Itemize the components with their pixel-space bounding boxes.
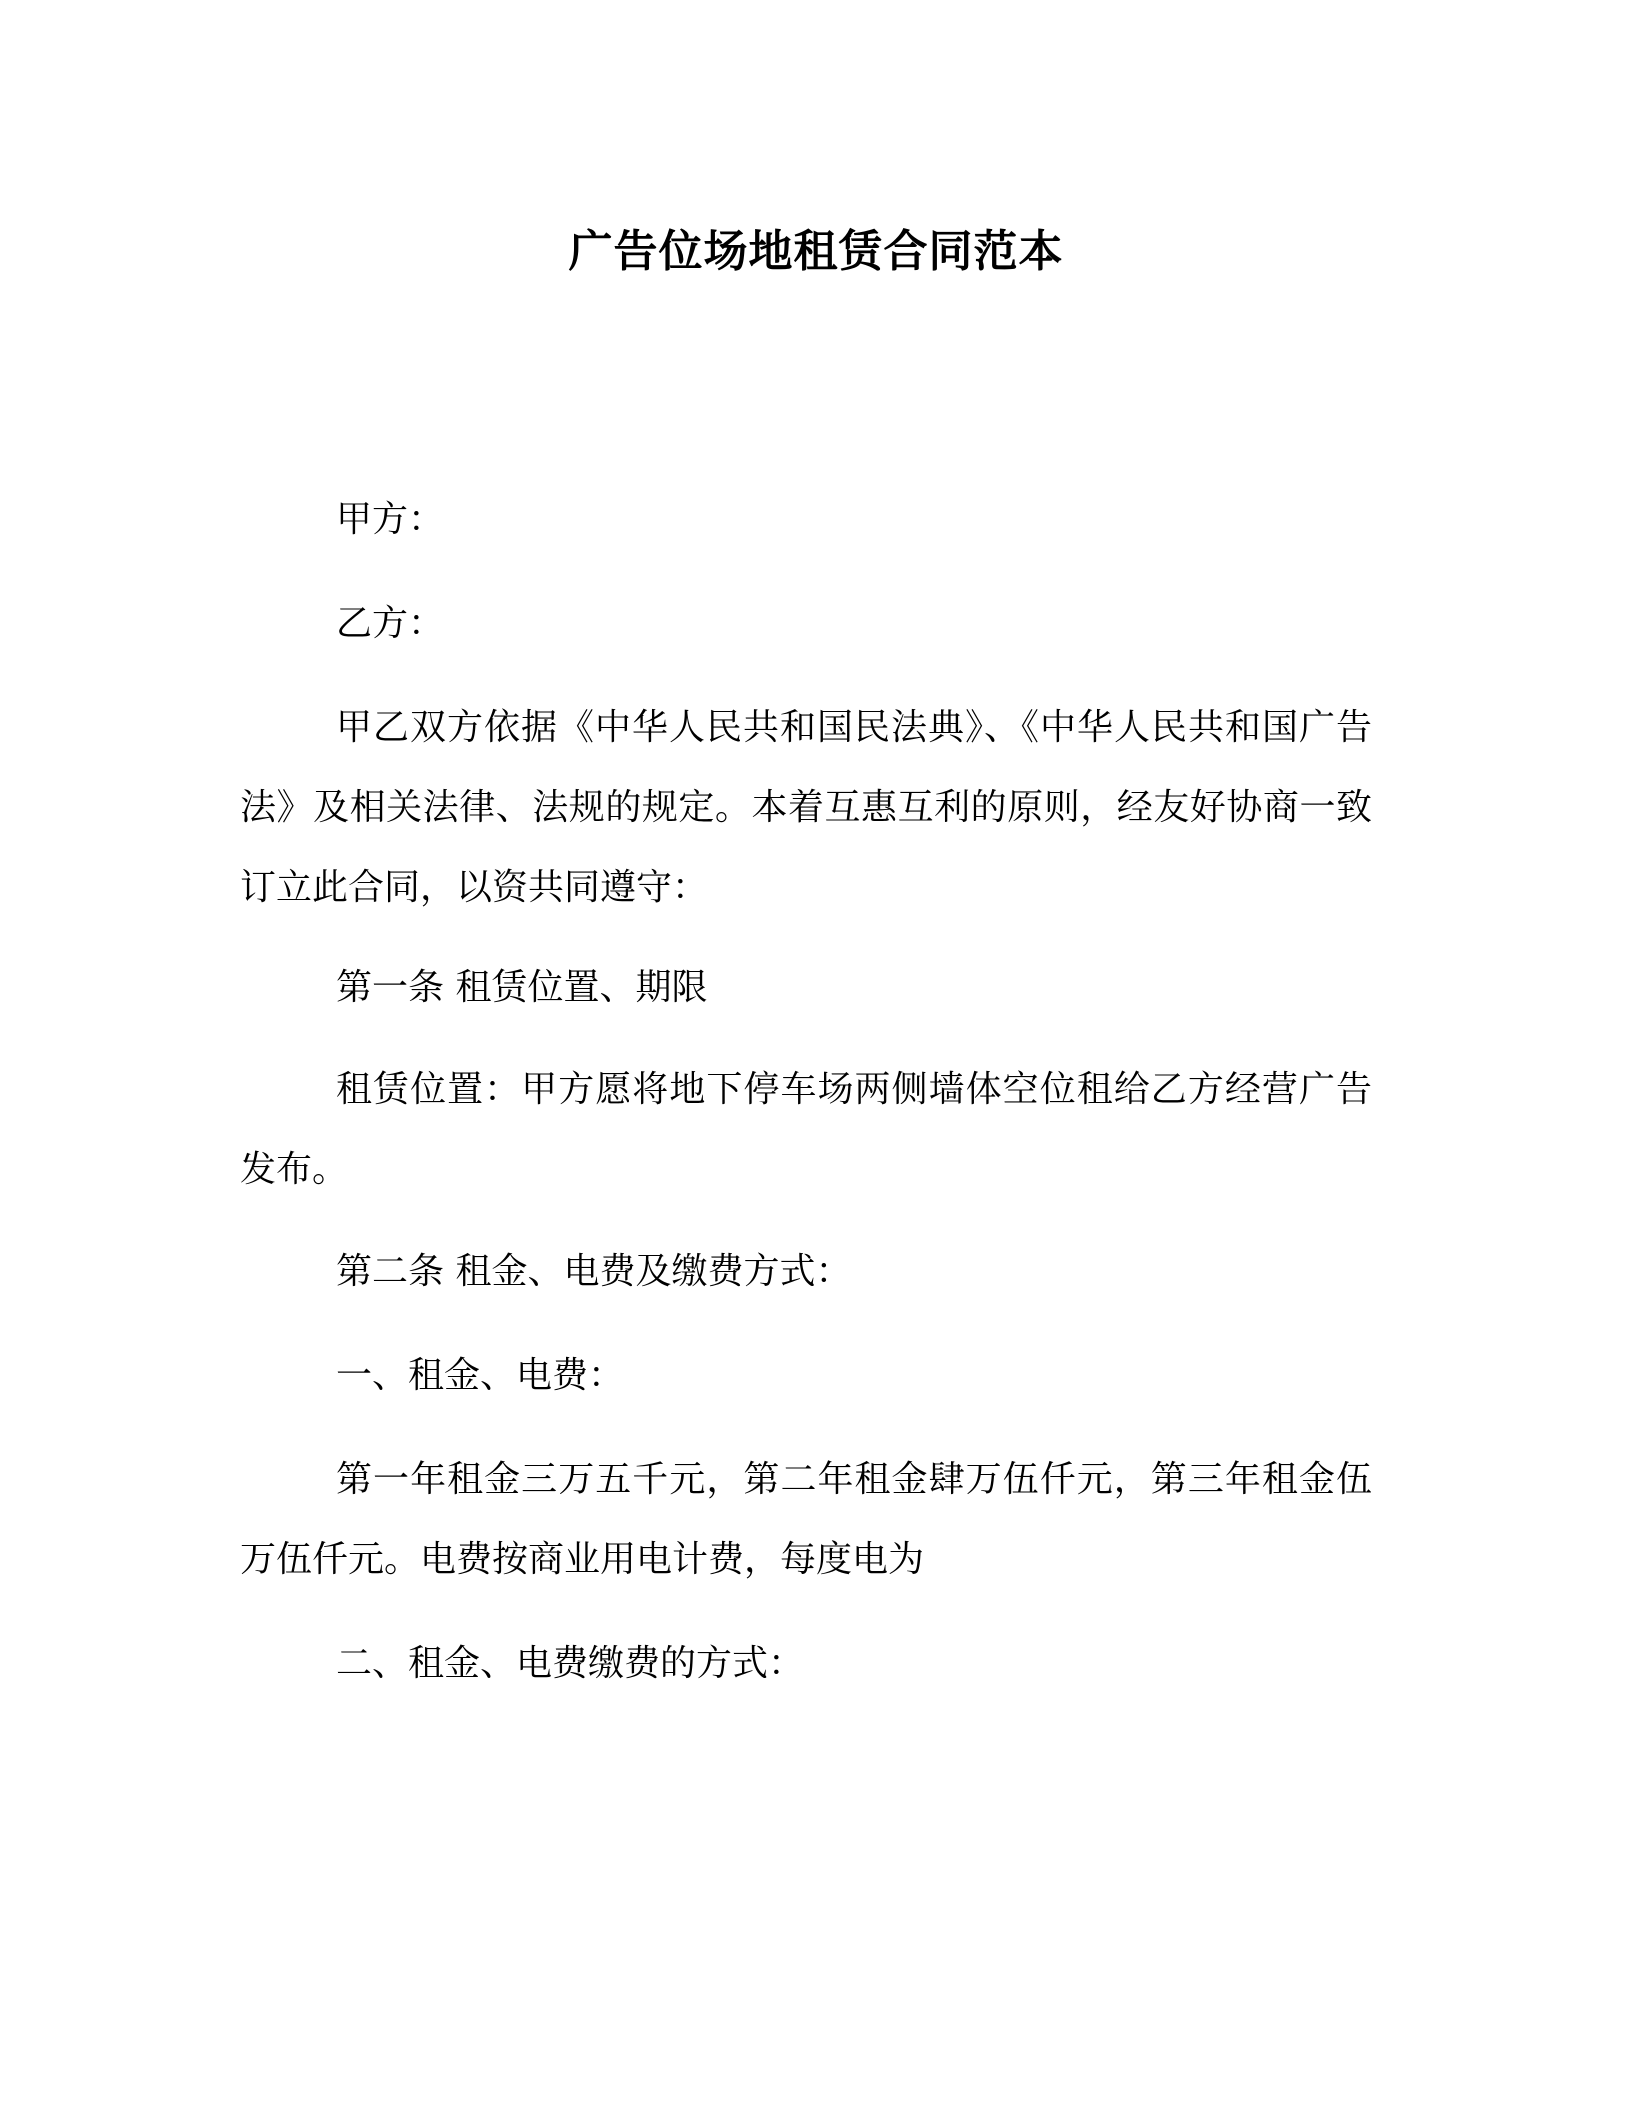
document-title: 广告位场地租赁合同范本 [568,226,1064,277]
section-1-heading: 一、租金、电费： [336,1355,625,1396]
lease-location-paragraph: 租赁位置：甲方愿将地下停车场两侧墙体空位租给乙方经营广告发布。 [240,1069,1372,1190]
party-a-label: 甲方： [336,499,445,540]
party-b-label: 乙方： [336,603,445,644]
article-2-heading: 第二条 租金、电费及缴费方式： [336,1251,852,1292]
rent-details-paragraph: 第一年租金三万五千元，第二年租金肆万伍仟元，第三年租金伍万伍仟元。电费按商业用电计费，每度电为 [240,1459,1372,1580]
preamble-paragraph: 甲乙双方依据《中华人民共和国民法典》、《中华人民共和国广告法》及相关法律、法规的规定。本着互惠互利的原则，经友好协商一致订立此合同，以资共同遵守： [240,707,1372,908]
section-2-heading: 二、租金、电费缴费的方式： [336,1643,805,1684]
article-1-heading: 第一条 租赁位置、期限 [336,967,708,1008]
